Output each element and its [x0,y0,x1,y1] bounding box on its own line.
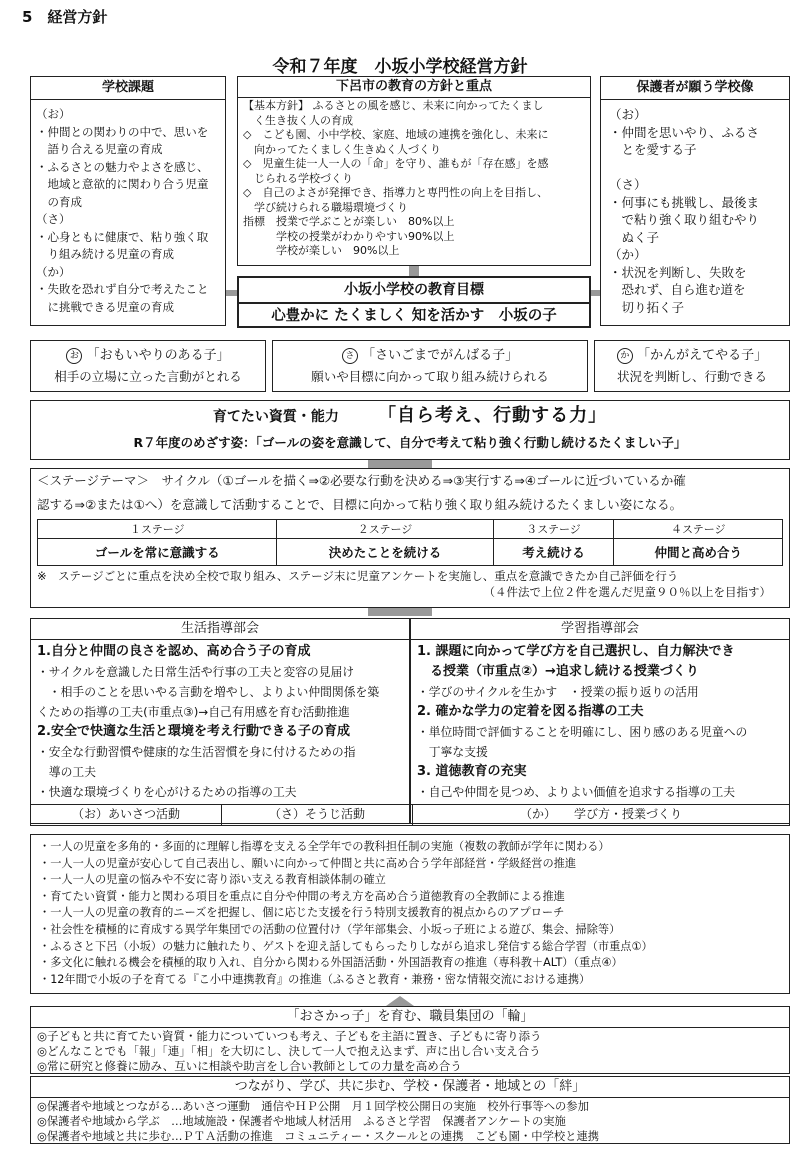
parent-wish-box [600,76,790,326]
kid-desc: 相手の立場に立った言動がとれる [54,369,242,384]
study-dept-line: 1. 課題に向かって学び方を自己選択し、自力解決でき [417,644,735,659]
study-dept-line: ・学びのサイクルを生かす ・授業の振り返りの活用 [417,685,699,699]
wish-line: （さ） [609,177,647,192]
main-title: 令和７年度 小坂小学校経営方針 [272,57,528,77]
stage-theme: 仲間と高め合う [614,539,783,566]
bond-line: ◎保護者や地域とつながる…あいさつ運動 通信やＨＰ公開 月１回学校公開日の実施 校外行事等への参加 [37,1100,589,1113]
wish-line: で粘り強く取り組むやり [609,212,760,227]
policy-line: ◇ 自己のよさが発揮でき、指導力と専門性の向上を目指し、 [243,186,549,199]
issue-line: （さ） [36,212,71,226]
bond-line: ◎保護者や地域から学ぶ …地域施設・保護者や地域人材活用 ふるさと学習 保護者アンケートの実施 [37,1115,566,1128]
ability-row [31,401,789,432]
kid-card-sa [272,340,588,392]
connector-bar [591,290,600,296]
stage-note1: ※ ステージごとに重点を決め全校で取り組み、ステージ末に児童アンケートを実施し、重点を意識できたか自己評価を行う [37,569,679,583]
activity-o: （お）あいさつ活動 [31,805,222,825]
common-item: ・一人一人の児童の悩みや不安に寄り添い支える教育相談体制の確立 [39,873,386,887]
policy-line: 【基本方針】 ふるさとの風を感じ、未来に向かってたくまし [243,99,544,112]
life-dept-line: ・相手のことを思いやる言動を増やし、よりよい仲間関係を築 [37,685,380,699]
issue-line: の育成 [36,194,82,209]
school-issues-list [31,100,225,316]
issue-line: ・仲間との関わりの中で、思いを [36,124,209,139]
parent-wish-header: 保護者が願う学校像 [601,77,789,100]
kid-title-text: 「おもいやりのある子」 [86,348,230,363]
stage-theme: 決めたことを続ける [277,539,493,566]
stage-label: ３ステージ [493,520,614,539]
kid-title-text: 「かんがえてやる子」 [637,348,768,363]
common-item: ・一人一人の児童の教育的ニーズを把握し、個に応じた支援を行う特別支援教育的視点からのアプローチ [39,906,565,920]
wish-line: （か） [609,247,647,262]
edu-goal-header: 小坂小学校の教育目標 [239,278,589,304]
study-dept-line: 3. 道徳教育の充実 [417,764,527,779]
ability-label: 育てたい資質・能力 [212,409,339,425]
school-issues-box [30,76,226,326]
common-item: ・12年間で小坂の子を育てる『こ小中連携教育』の推進（ふるさと教育・兼務・密な情報交流における連携） [39,972,591,986]
stage-table [37,519,783,566]
study-dept-line: ・単位時間で評価することを明確にし、困り感のある児童への [417,725,748,739]
common-item: ・育てたい資質・能力と関わる項目を重点に自分や仲間の考え方を高め合う道徳教育の全教師による推進 [39,889,565,903]
staff-header: 「おさかっ子」を育む、職員集団の「輪」 [31,1007,789,1028]
activity-sa: （さ）そうじ活動 [222,805,413,825]
school-issues-header: 学校課題 [31,77,225,100]
study-dept-header: 学習指導部会 [411,619,789,640]
kid-card-ka [594,340,790,392]
common-items-box [30,834,790,994]
stage-label: ２ステージ [277,520,493,539]
issue-line: （か） [36,264,71,279]
policy-line: く生き抜く人の育成 [243,113,353,127]
bond-line: ◎保護者や地域と共に歩む…ＰＴＡ活動の推進 コミュニティー・スクールとの連携 こども園・中学校と連携 [37,1130,600,1143]
issue-line: ・心身ともに健康で、粘り強く取 [36,229,209,244]
wish-line: ・状況を判断し、失敗を [609,264,747,280]
policy-line: 指標 授業で学ぶことが楽しい 80%以上 [243,215,455,228]
common-item: ・ふるさと下呂（小坂）の魅力に触れたり、ゲストを迎え話してもらったりしながら追求し発信する総合学習（市重点①） [39,939,653,953]
wish-line: ・仲間を思いやり、ふるさ [609,124,760,140]
section-heading: 5 経営方針 [22,8,108,26]
stage-theme: 考え続ける [493,539,614,566]
issue-line: ・失敗を恐れず自分で考えたこと [36,282,209,296]
ability-sub: R７年度のめざす姿：「ゴールの姿を意識して、自分で考えて粘り強く行動し続けるたくましい子」 [133,435,687,450]
study-dept-line: 丁寧な支援 [417,745,488,759]
staff-box [30,1006,790,1074]
issue-line: ・ふるさとの魅力やよさを感じ、 [36,159,209,174]
wish-line: ぬく子 [609,229,660,245]
stage-theme-line2: 認する⇒②または①へ）を意識して活動することで、目標に向かって粘り強く取り組み続けるたくましい姿になる。 [37,497,683,512]
common-item: ・一人一人の児童が安心して自己表出し、願いに向かって仲間と共に高め合う学年部経営・学級経営の推進 [39,856,577,870]
common-item: ・一人の児童を多角的・多面的に理解し指導を支える全学年での教科担任制の実施（複数の教師が学年に関わる） [39,840,610,853]
bond-header: つながり、学び、共に歩む、学校・保護者・地域との「絆」 [31,1077,789,1098]
issue-line: （お） [36,107,71,121]
life-dept-line: 2.安全で快適な生活と環境を考え行動できる子の育成 [37,724,350,739]
stage-theme: ゴールを常に意識する [38,539,277,566]
wish-line: （お） [609,107,647,122]
issue-line: 語り合える児童の育成 [36,142,163,156]
study-dept-line: 2. 確かな学力の定着を図る指導の工夫 [417,704,644,719]
connector-bar [368,460,432,468]
kid-mark-icon: か [617,348,633,364]
staff-line: ◎どんなことでも「報」「連」「相」を大切にし、決して一人で抱え込まず、声に出し合い支え合う [37,1044,541,1058]
stage-label: １ステージ [38,520,277,539]
issue-line: り組み続ける児童の育成 [36,247,174,261]
common-item: ・多文化に触れる機会を積極的取り入れ、自分から関わる外国語活動・外国語教育の推進（専科教＋ALT）（重点④） [39,956,623,970]
study-dept-box [410,618,790,824]
kid-card-o [30,340,266,392]
connector-bar [368,608,432,616]
policy-line: 学校が楽しい 90%以上 [243,244,400,257]
study-dept-list [411,640,789,802]
kid-desc: 願いや目標に向かって取り組み続けられる [311,369,549,384]
life-dept-list [31,640,409,802]
edu-goal-box [237,276,591,328]
wish-line: 恐れず、自ら進む道を [609,282,746,297]
life-dept-header: 生活指導部会 [31,619,409,640]
activity-ka: （か） 学び方・授業づくり [519,807,682,821]
policy-line: 向かってたくましく生きぬく人づくり [243,142,441,156]
study-dept-line: ・自己や仲間を見つめ、よりよい価値を追求する指導の工夫 [417,785,736,799]
life-dept-line: くための指導の工夫(市重点③)→自己有用感を育む活動推進 [37,705,350,719]
wish-line: 切り拓く子 [609,299,685,315]
common-item: ・社会性を積極的に育成する異学年集団での活動の位置付け（学年部集会、小坂っ子班による遊び、集会、掃除等） [39,922,621,936]
staff-list [31,1028,789,1074]
policy-line: ◇ 児童生徒一人一人の「命」を守り、誰もが「存在感」を感 [243,157,549,170]
ability-box [30,400,790,460]
life-dept-line: ・快適な環境づくりを心がけるための指導の工夫 [37,785,297,799]
kid-title [273,345,587,367]
wish-line: ・何事にも挑戦し、最後ま [609,194,760,210]
common-items-list [31,835,789,988]
kid-desc: 状況を判断し、行動できる [616,369,767,384]
life-dept-line: 1.自分と仲間の良さを認め、高め合う子の育成 [37,644,311,659]
stage-label: ４ステージ [614,520,783,539]
wish-line [609,159,783,177]
wish-line: とを愛する子 [609,142,697,157]
kid-mark-icon: お [66,348,82,364]
life-dept-line: ・安全な行動習慣や健康的な生活習慣を身に付けるための指 [37,745,356,759]
issue-line: に挑戦できる児童の育成 [36,299,174,314]
kid-title-text: 「さいごまでがんばる子」 [362,348,519,363]
study-dept-line: る授業（市重点②）→追求し続ける授業づくり [417,664,699,679]
edu-goal-text: 心豊かに たくましく 知を活かす 小坂の子 [271,308,557,324]
policy-line: 学校の授業がわかりやすい90%以上 [243,229,455,243]
connector-bar [409,266,419,276]
life-dept-box [30,618,410,824]
connector-bar [226,290,237,296]
city-policy-box [237,76,591,266]
policy-line: じられる学校づくり [243,171,353,185]
issue-line: 地域と意欲的に関わり合う児童 [36,177,209,191]
kid-title [31,345,265,367]
bond-box [30,1076,790,1144]
stage-box [30,468,790,608]
bond-list [31,1098,789,1144]
policy-line: 学び続けられる職場環境づくり [243,200,408,214]
ability-value: 「自ら考え、行動する力」 [378,405,608,426]
staff-line: ◎子どもと共に育てたい資質・能力についていつも考え、子どもを主語に置き、子どもに寄り添う [37,1029,542,1043]
kid-mark-icon: さ [342,348,358,364]
parent-wish-list [601,100,789,316]
stage-theme-line1: ＜ステージテーマ＞ サイクル（①ゴールを描く⇒②必要な行動を決める⇒③実行する⇒④ゴールに近づいているか確 [37,473,686,488]
city-policy-list [238,98,590,259]
life-dept-line: ・サイクルを意識した日常生活や行事の工夫と変容の見届け [37,665,355,679]
life-dept-line: 導の工夫 [37,765,96,779]
activity-row [30,804,790,826]
stage-note2: （４件法で上位２件を選んだ児童９０％以上を目指す） [483,585,771,599]
staff-line: ◎常に研究と修養に励み、互いに相談や助言をし合い教師としての力量を高め合う [37,1059,462,1073]
city-policy-header: 下呂市の教育の方針と重点 [238,77,590,98]
kid-title [595,345,789,367]
policy-line: ◇ こども園、小中学校、家庭、地域の連携を強化し、未来に [243,128,549,141]
